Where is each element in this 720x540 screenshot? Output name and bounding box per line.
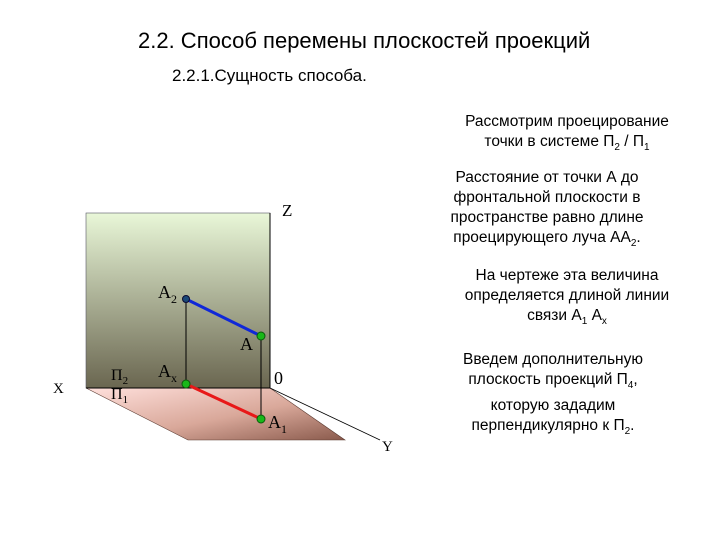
point-ax-label: $А_x$ — [158, 361, 177, 385]
axis-x-label: X — [53, 381, 64, 397]
p4-line-3: которую зададим — [490, 397, 616, 415]
p1-line-1: Рассмотрим проецирование — [465, 113, 669, 130]
page-title: 2.2. Способ перемены плоскостей проекций — [138, 28, 591, 53]
point-ax — [182, 380, 190, 388]
point-a1-label: $А_1$ — [268, 412, 287, 436]
plane-p2-label: $П_2$ — [111, 367, 129, 387]
p2-line-1: Расстояние от точки А до — [455, 169, 639, 186]
p2-line-4: проецирующего луча $АА_2$. — [453, 229, 641, 250]
p4-line-2: плоскость проекций $П_4$, — [468, 371, 638, 392]
axis-z-label: Z — [282, 201, 293, 220]
origin-label: 0 — [274, 368, 283, 388]
axis-y-label: Y — [382, 439, 393, 455]
p3-line-2: определяется длиной линии — [464, 287, 670, 304]
p3-line-1: На чертеже эта величина — [475, 267, 659, 284]
point-a-label: А — [240, 334, 253, 354]
frontal-plane-p2 — [86, 213, 270, 388]
p3-line-3: связи $А_1$ $А_x$ — [527, 307, 607, 328]
p2-line-3: пространстве равно длине — [450, 209, 644, 226]
point-a2 — [183, 296, 190, 303]
p2-line-2: фронтальной плоскости в — [453, 189, 641, 206]
point-a2-label: $А_2$ — [158, 282, 177, 306]
p4-line-1: Введем дополнительную — [463, 351, 643, 368]
plane-p1-label: $П_1$ — [111, 386, 129, 406]
section-subtitle: 2.2.1.Сущность способа. — [172, 66, 367, 85]
point-a1 — [257, 415, 265, 423]
point-a — [257, 332, 265, 340]
p1-line-2: точки в системе $П_2 / П_1$ — [484, 133, 650, 154]
p4-line-4: перпендикулярно к $П_2$. — [471, 417, 635, 438]
